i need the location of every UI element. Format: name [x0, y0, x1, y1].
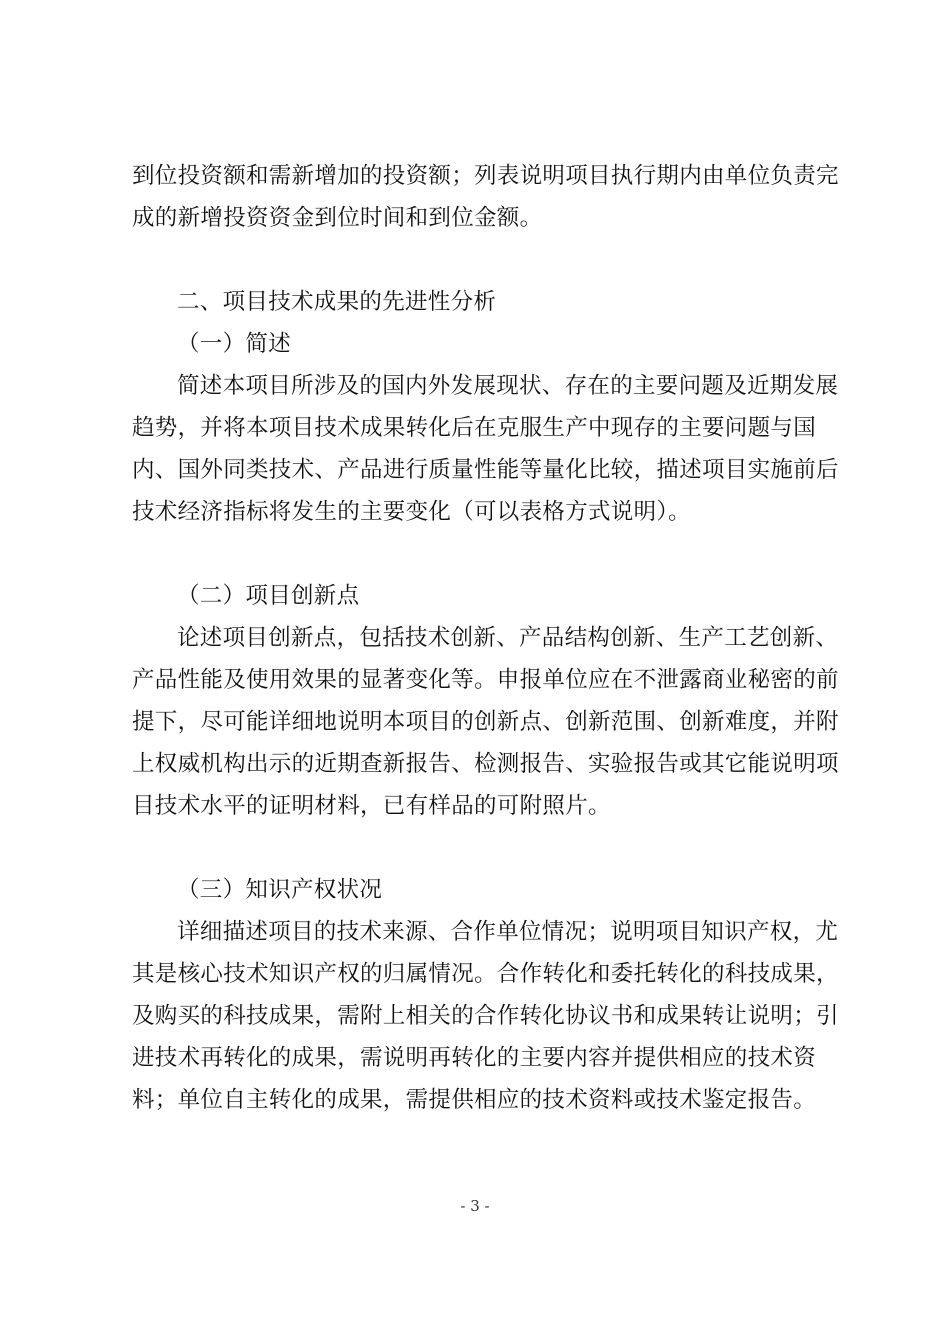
paragraph-line: 及购买的科技成果，需附上相关的合作转化协议书和成果转让说明；引: [132, 1003, 839, 1029]
paragraph-line: 技术经济指标将发生的主要变化（可以表格方式说明）。: [132, 499, 691, 525]
paragraph-line: 进技术再转化的成果，需说明再转化的主要内容并提供相应的技术资: [132, 1045, 817, 1071]
subsection-heading-ip: （三）知识产权状况: [177, 877, 383, 903]
paragraph-line: 料；单位自主转化的成果，需提供相应的技术资料或技术鉴定报告。: [132, 1087, 817, 1113]
paragraph-line: 产品性能及使用效果的显著变化等。申报单位应在不泄露商业秘密的前: [132, 667, 839, 693]
paragraph-line: 详细描述项目的技术来源、合作单位情况；说明项目知识产权，尤: [177, 919, 839, 945]
intro-line: 成的新增投资资金到位时间和到位金额。: [132, 205, 543, 231]
paragraph-line: 目技术水平的证明材料，已有样品的可附照片。: [132, 793, 611, 819]
page-number: - 3 -: [460, 1197, 490, 1215]
paragraph-line: 简述本项目所涉及的国内外发展现状、存在的主要问题及近期发展: [177, 373, 839, 399]
subsection-heading-summary: （一）简述: [177, 331, 292, 357]
paragraph-line: 提下，尽可能详细地说明本项目的创新点、创新范围、创新难度，并附: [132, 709, 839, 735]
paragraph-line: 其是核心技术知识产权的归属情况。合作转化和委托转化的科技成果，: [132, 961, 839, 987]
subsection-heading-innovation: （二）项目创新点: [177, 583, 360, 609]
paragraph-line: 上权威机构出示的近期查新报告、检测报告、实验报告或其它能说明项: [132, 751, 839, 777]
paragraph-line: 内、国外同类技术、产品进行质量性能等量化比较，描述项目实施前后: [132, 457, 839, 483]
intro-line: 到位投资额和需新增加的投资额；列表说明项目执行期内由单位负责完: [132, 163, 839, 189]
paragraph-line: 趋势，并将本项目技术成果转化后在克服生产中现存的主要问题与国: [132, 415, 817, 441]
section-heading: 二、项目技术成果的先进性分析: [177, 289, 497, 315]
paragraph-line: 论述项目创新点，包括技术创新、产品结构创新、生产工艺创新、: [177, 625, 839, 651]
